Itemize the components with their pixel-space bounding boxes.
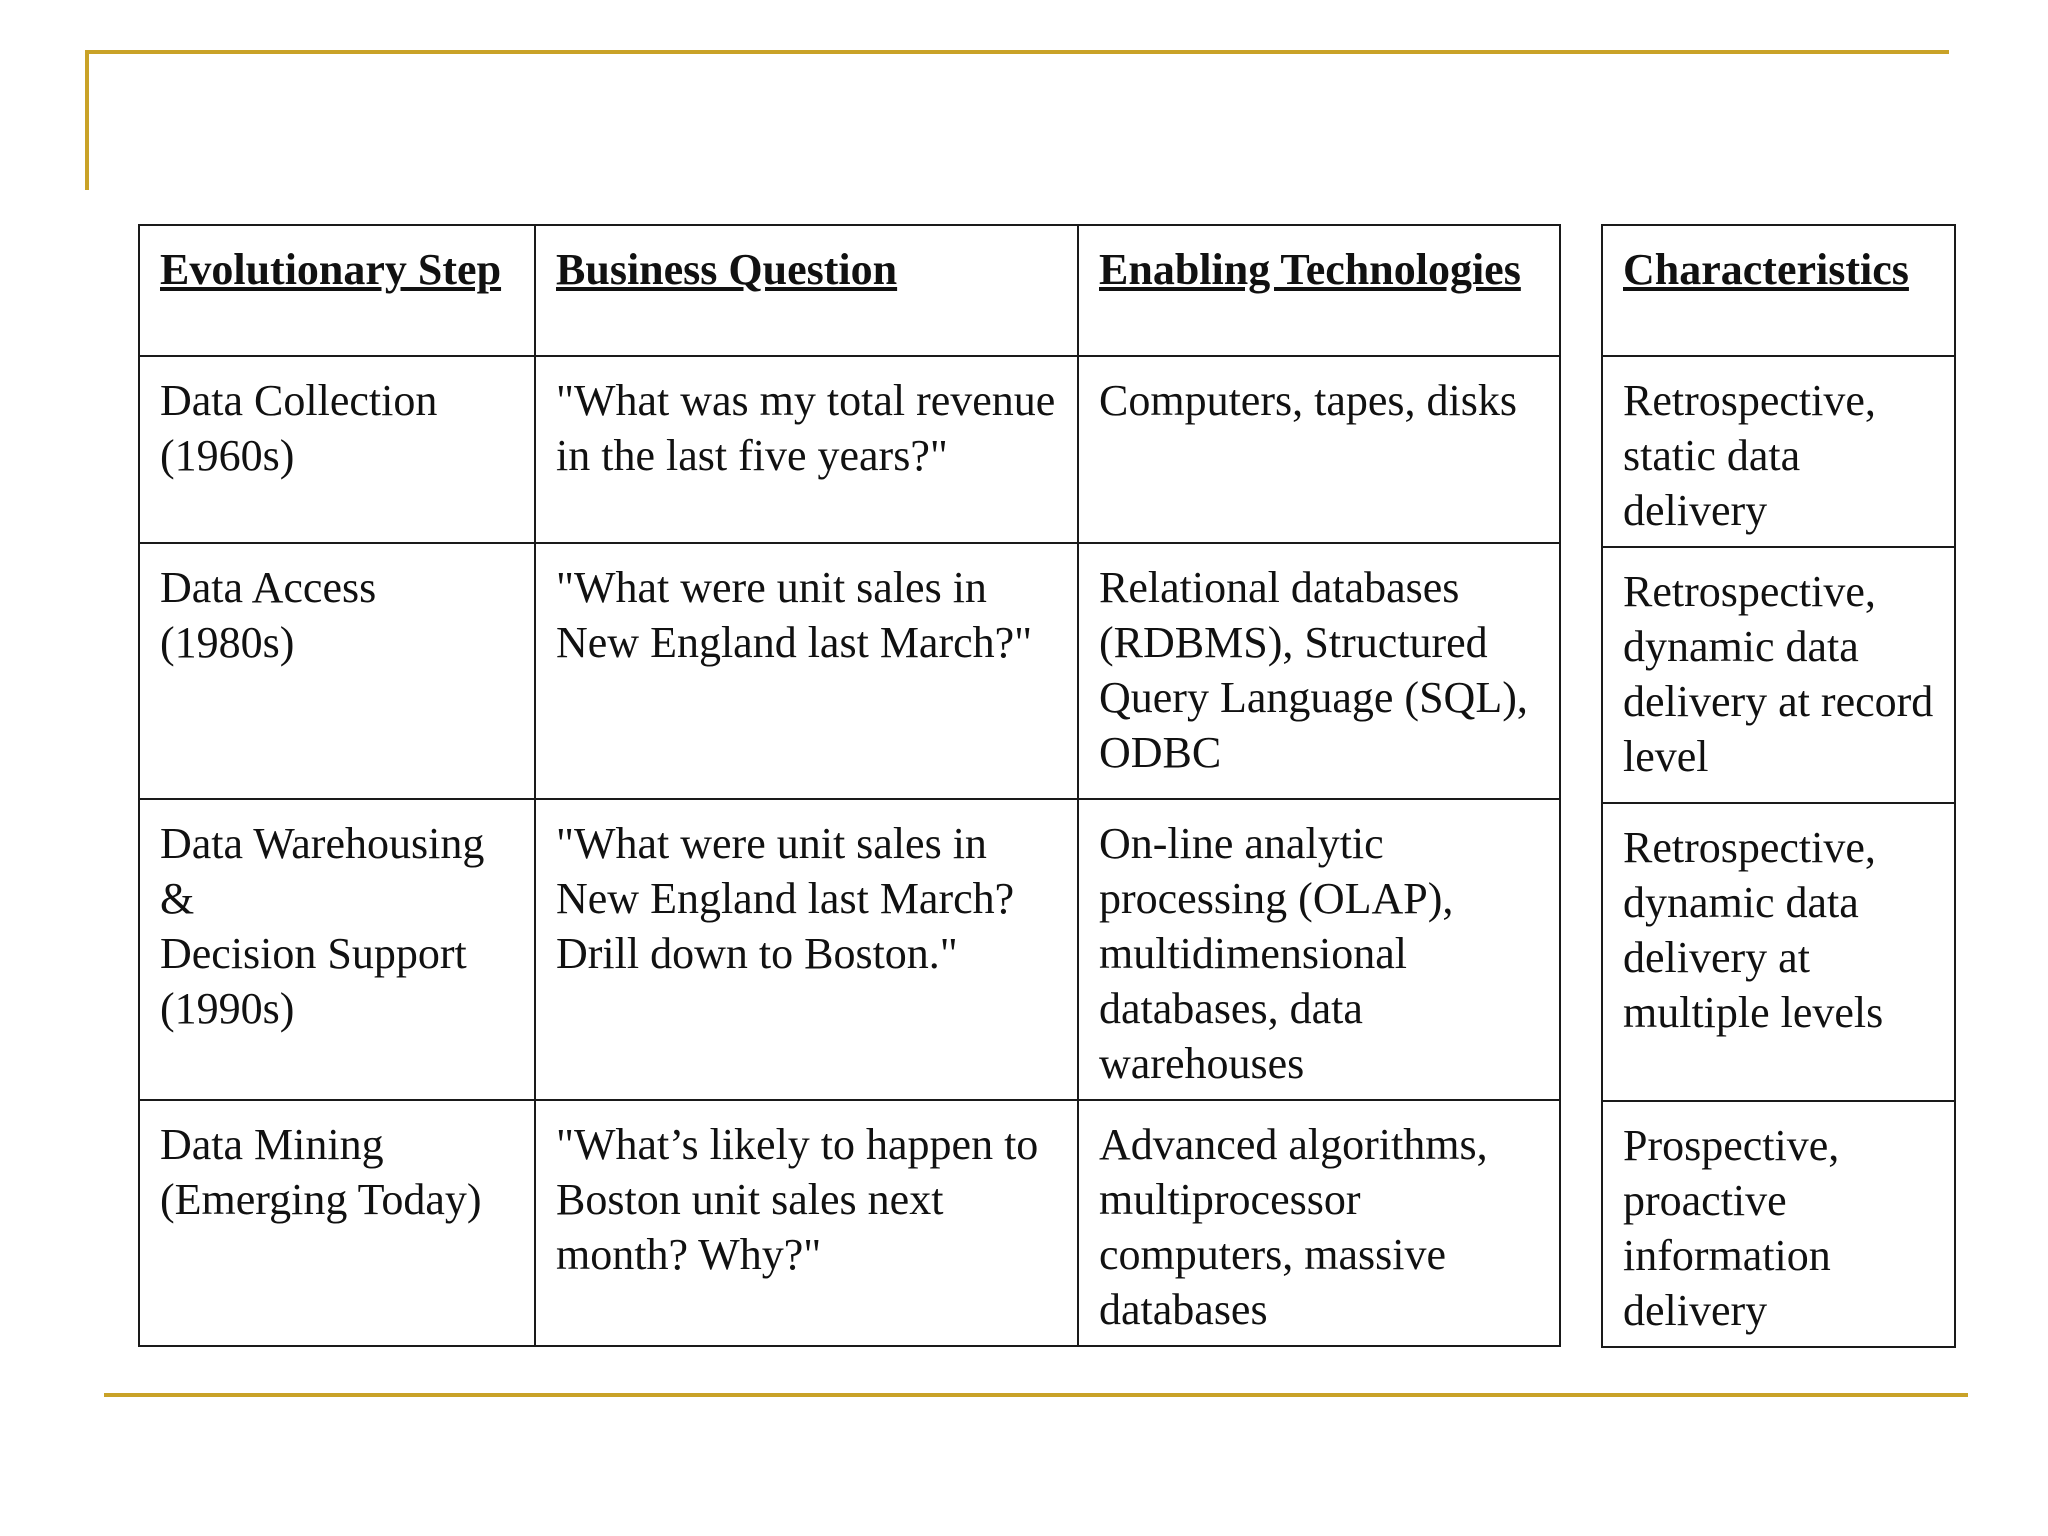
- cell-technologies: On-line analytic processing (OLAP), multidimensional databases, data warehouses: [1078, 799, 1560, 1100]
- table-row: [1602, 356, 1955, 547]
- characteristics-table: [1601, 224, 1956, 1348]
- cell-question: "What were unit sales in New England last March? Drill down to Boston.": [535, 799, 1078, 1100]
- cell-technologies: Advanced algorithms, multiprocessor computers, massive databases: [1078, 1100, 1560, 1346]
- evolution-table: [138, 224, 1561, 1347]
- cell-characteristics: Retrospective, dynamic data delivery at record level: [1602, 547, 1955, 803]
- table-row: [1602, 803, 1955, 1101]
- cell-step: Data Access (1980s): [139, 543, 535, 799]
- top-accent-rule: [85, 50, 1949, 54]
- cell-characteristics: Retrospective, static data delivery: [1602, 356, 1955, 547]
- cell-step: Data Mining (Emerging Today): [139, 1100, 535, 1346]
- table-header-row: [139, 225, 1560, 356]
- header-characteristics: Characteristics: [1602, 225, 1955, 356]
- header-evolutionary-step: Evolutionary Step: [139, 225, 535, 356]
- table-row: [1602, 1101, 1955, 1347]
- left-accent-rule: [85, 50, 89, 190]
- cell-step: Data Warehousing & Decision Support (1990s): [139, 799, 535, 1100]
- table-row: [1602, 547, 1955, 803]
- cell-question: "What were unit sales in New England last March?": [535, 543, 1078, 799]
- cell-technologies: Relational databases (RDBMS), Structured Query Language (SQL), ODBC: [1078, 543, 1560, 799]
- table-header-row: [1602, 225, 1955, 356]
- cell-characteristics: Retrospective, dynamic data delivery at multiple levels: [1602, 803, 1955, 1101]
- table-row: [139, 543, 1560, 799]
- cell-question: "What was my total revenue in the last five years?": [535, 356, 1078, 543]
- cell-technologies: Computers, tapes, disks: [1078, 356, 1560, 543]
- cell-step: Data Collection (1960s): [139, 356, 535, 543]
- table-row: [139, 356, 1560, 543]
- header-enabling-technologies: Enabling Technologies: [1078, 225, 1560, 356]
- bottom-accent-rule: [104, 1393, 1968, 1397]
- cell-question: "What’s likely to happen to Boston unit sales next month? Why?": [535, 1100, 1078, 1346]
- table-row: [139, 1100, 1560, 1346]
- cell-characteristics: Prospective, proactive information delivery: [1602, 1101, 1955, 1347]
- table-row: [139, 799, 1560, 1100]
- header-business-question: Business Question: [535, 225, 1078, 356]
